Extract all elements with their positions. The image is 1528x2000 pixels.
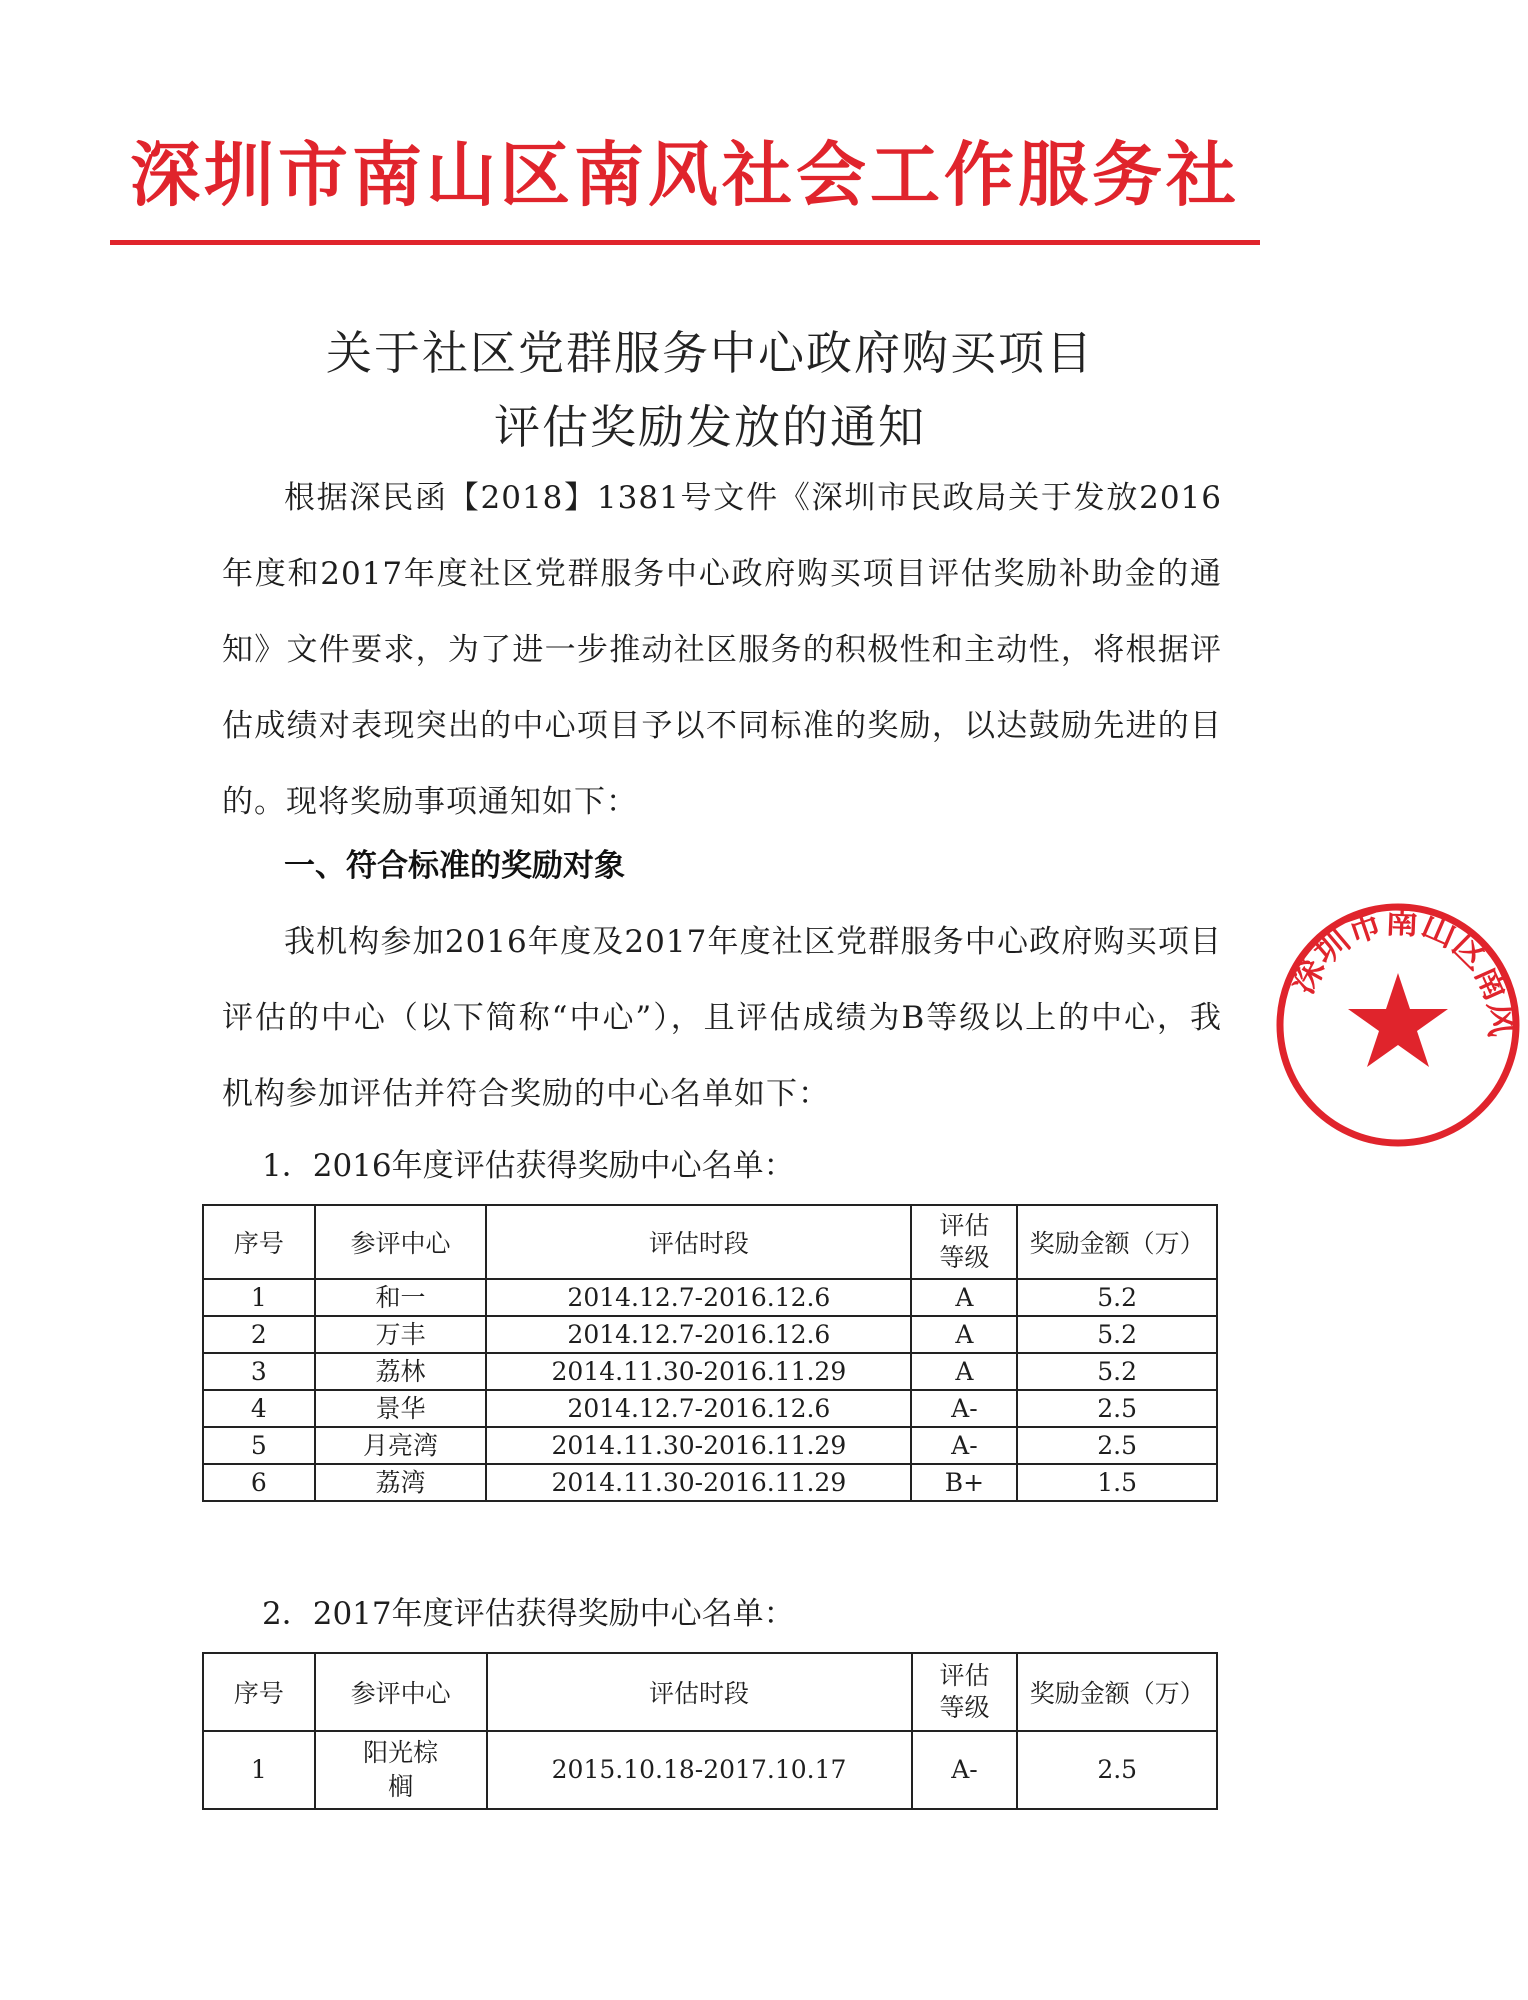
- cell-center: 荔林: [315, 1353, 487, 1390]
- cell-period: 2014.11.30-2016.11.29: [486, 1353, 911, 1390]
- cell-serial: 2: [203, 1316, 315, 1353]
- header-center: 参评中心: [315, 1205, 487, 1279]
- letterhead-divider: [110, 240, 1260, 245]
- table-header-row: [203, 1205, 1217, 1279]
- table-header-row: [203, 1653, 1217, 1731]
- cell-amount: 2.5: [1017, 1390, 1217, 1427]
- cell-grade: A-: [912, 1731, 1018, 1809]
- table-row: [203, 1390, 1217, 1427]
- cell-amount: 1.5: [1017, 1464, 1217, 1501]
- letterhead-title: 深圳市南山区南风社会工作服务社: [130, 133, 1240, 216]
- seal-star-icon: [1348, 973, 1448, 1067]
- cell-grade: A: [911, 1353, 1017, 1390]
- cell-center: 月亮湾: [315, 1427, 487, 1464]
- table-row: [203, 1279, 1217, 1316]
- cell-grade: A-: [911, 1427, 1017, 1464]
- notice-title-line-1: 关于社区党群服务中心政府购买项目: [326, 326, 1094, 380]
- cell-period: 2015.10.18-2017.10.17: [487, 1731, 912, 1809]
- header-amount: 奖励金额（万）: [1017, 1653, 1217, 1731]
- cell-amount: 5.2: [1017, 1279, 1217, 1316]
- cell-grade: A: [911, 1316, 1017, 1353]
- cell-amount: 5.2: [1017, 1316, 1217, 1353]
- table-2016-awards: [202, 1204, 1218, 1502]
- cell-serial: 1: [203, 1279, 315, 1316]
- table-row: [203, 1731, 1217, 1809]
- header-amount: 奖励金额（万）: [1017, 1205, 1217, 1279]
- header-period: 评估时段: [487, 1653, 912, 1731]
- cell-serial: 1: [203, 1731, 315, 1809]
- header-period: 评估时段: [486, 1205, 911, 1279]
- cell-grade: A: [911, 1279, 1017, 1316]
- table-row: [203, 1316, 1217, 1353]
- cell-serial: 3: [203, 1353, 315, 1390]
- header-serial: 序号: [203, 1205, 315, 1279]
- table-row: [203, 1353, 1217, 1390]
- cell-amount: 5.2: [1017, 1353, 1217, 1390]
- cell-serial: 5: [203, 1427, 315, 1464]
- cell-amount: 2.5: [1017, 1427, 1217, 1464]
- table-2017-awards: [202, 1652, 1218, 1810]
- list-2016-title: 1．2016年度评估获得奖励中心名单：: [262, 1148, 795, 1184]
- cell-period: 2014.11.30-2016.11.29: [486, 1427, 911, 1464]
- cell-center: 荔湾: [315, 1464, 487, 1501]
- list-2017-title: 2．2017年度评估获得奖励中心名单：: [262, 1596, 795, 1632]
- cell-center: 万丰: [315, 1316, 487, 1353]
- cell-grade: B+: [911, 1464, 1017, 1501]
- table-row: [203, 1464, 1217, 1501]
- cell-grade: A-: [911, 1390, 1017, 1427]
- cell-period: 2014.12.7-2016.12.6: [486, 1316, 911, 1353]
- cell-period: 2014.11.30-2016.11.29: [486, 1464, 911, 1501]
- intro-paragraph: 根据深民函【2018】1381号文件《深圳市民政局关于发放2016年度和2017年度社区党群服务中心政府购买项目评估奖励补助金的通知》文件要求，为了进一步推动社区服务的积极性和主动性，将根据评估成绩对表现突出的中心项目予以不同标准的奖励，以达鼓励先进的目的。现将奖励事项通知如下：: [222, 480, 1222, 820]
- cell-center: 景华: [315, 1390, 487, 1427]
- cell-center: 阳光棕榈: [315, 1731, 487, 1809]
- cell-period: 2014.12.7-2016.12.6: [486, 1279, 911, 1316]
- notice-title-line-2: 评估奖励发放的通知: [494, 400, 926, 454]
- section-1-heading: 一、符合标准的奖励对象: [284, 848, 625, 884]
- header-serial: 序号: [203, 1653, 315, 1731]
- header-grade: 评估等级: [911, 1205, 1017, 1279]
- section-1-paragraph: 我机构参加2016年度及2017年度社区党群服务中心政府购买项目评估的中心（以下简称“中心”），且评估成绩为B等级以上的中心，我机构参加评估并符合奖励的中心名单如下：: [222, 924, 1222, 1112]
- header-center: 参评中心: [315, 1653, 487, 1731]
- cell-period: 2014.12.7-2016.12.6: [486, 1390, 911, 1427]
- cell-serial: 6: [203, 1464, 315, 1501]
- official-seal: [1268, 895, 1528, 1155]
- cell-amount: 2.5: [1017, 1731, 1217, 1809]
- seal-text: 深圳市南山区南风: [1281, 901, 1522, 1038]
- header-grade: 评估等级: [912, 1653, 1018, 1731]
- cell-center: 和一: [315, 1279, 487, 1316]
- table-row: [203, 1427, 1217, 1464]
- cell-serial: 4: [203, 1390, 315, 1427]
